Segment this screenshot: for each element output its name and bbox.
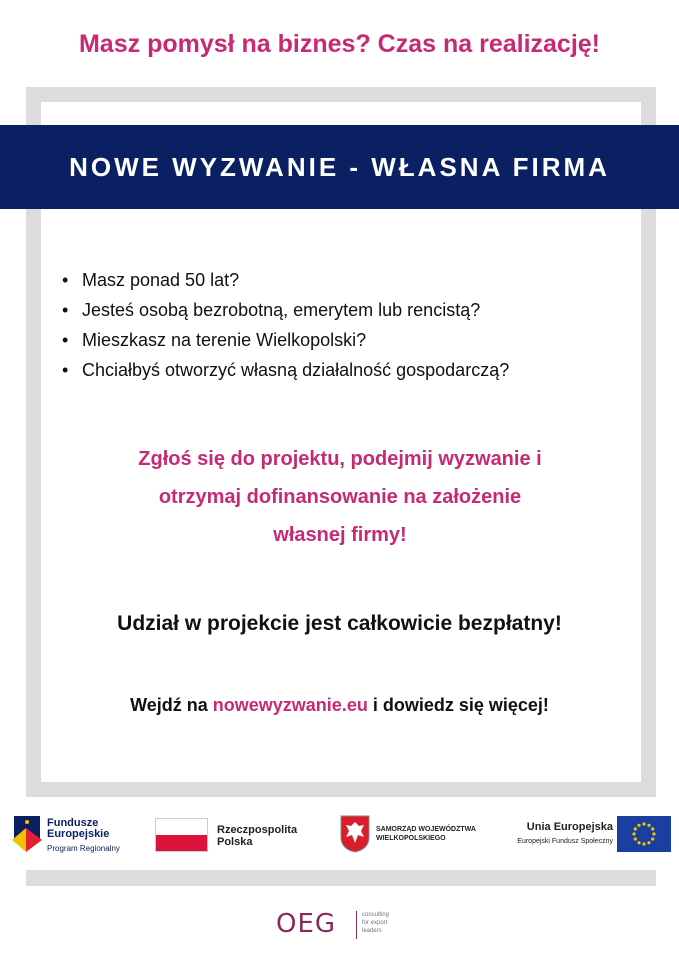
bottom-divider	[26, 870, 656, 886]
list-item	[62, 295, 642, 325]
callout-line: Zgłoś się do projektu, podejmij wyzwanie i	[138, 448, 542, 470]
eu-funds-logo-icon	[10, 810, 44, 854]
list-item-text: Jesteś osobą bezrobotną, emerytem lub rencistą?	[82, 300, 481, 320]
rzeczpospolita-name: Rzeczpospolita Polska	[217, 824, 298, 848]
bullet-icon: •	[62, 300, 69, 320]
list-item-text: Masz ponad 50 lat?	[82, 270, 240, 290]
fundusze-europejskie-logo	[10, 810, 140, 860]
visit-prefix: Wejdź na	[130, 695, 213, 715]
banner-title: NOWE WYZWANIE - WŁASNA FIRMA	[69, 151, 610, 182]
question-list	[62, 265, 642, 385]
oeg-tagline: consulting for export leaders	[362, 912, 390, 934]
list-item	[62, 355, 642, 385]
call-to-action	[60, 440, 620, 554]
samorzad-name: SAMORZĄD WOJEWÓDZTWA WIELKOPOLSKIEGO	[376, 826, 476, 842]
title-banner	[0, 125, 679, 209]
free-participation-text: Udział w projekcie jest całkowicie bezpłatny!	[117, 612, 562, 635]
list-item-text: Mieszkasz na terenie Wielkopolski?	[82, 330, 367, 350]
unia-europejska-logo	[495, 816, 675, 856]
samorzad-wojewodztwa-logo	[340, 815, 490, 855]
callout-line: własnej firmy!	[273, 524, 407, 546]
oeg-separator	[356, 911, 357, 939]
fundusze-name: Fundusze Europejskie	[47, 817, 110, 840]
eu-flag-icon	[617, 816, 671, 852]
eagle-coat-of-arms-icon	[340, 815, 370, 853]
list-item	[62, 325, 642, 355]
list-item-text: Chciałbyś otworzyć własną działalność gospodarczą?	[82, 360, 510, 380]
fundusze-program: Program Regionalny	[47, 844, 120, 853]
list-item	[62, 265, 642, 295]
visit-suffix: i dowiedz się więcej!	[367, 695, 549, 715]
oeg-logo	[276, 905, 416, 945]
bullet-icon: •	[62, 360, 69, 380]
website-link[interactable]: nowewyzwanie.eu	[212, 695, 368, 715]
visit-website-text	[0, 695, 679, 716]
rzeczpospolita-polska-logo	[155, 818, 315, 854]
polish-flag-icon	[155, 818, 208, 852]
headline: Masz pomysł na biznes? Czas na realizację!	[78, 30, 601, 58]
oeg-mark: OEG	[276, 909, 337, 939]
ue-fund: Europejski Fundusz Społeczny	[517, 838, 613, 845]
callout-line: otrzymaj dofinansowanie na założenie	[158, 486, 522, 508]
bullet-icon: •	[62, 330, 69, 350]
ue-name: Unia Europejska	[526, 821, 613, 833]
bullet-icon: •	[62, 270, 69, 290]
